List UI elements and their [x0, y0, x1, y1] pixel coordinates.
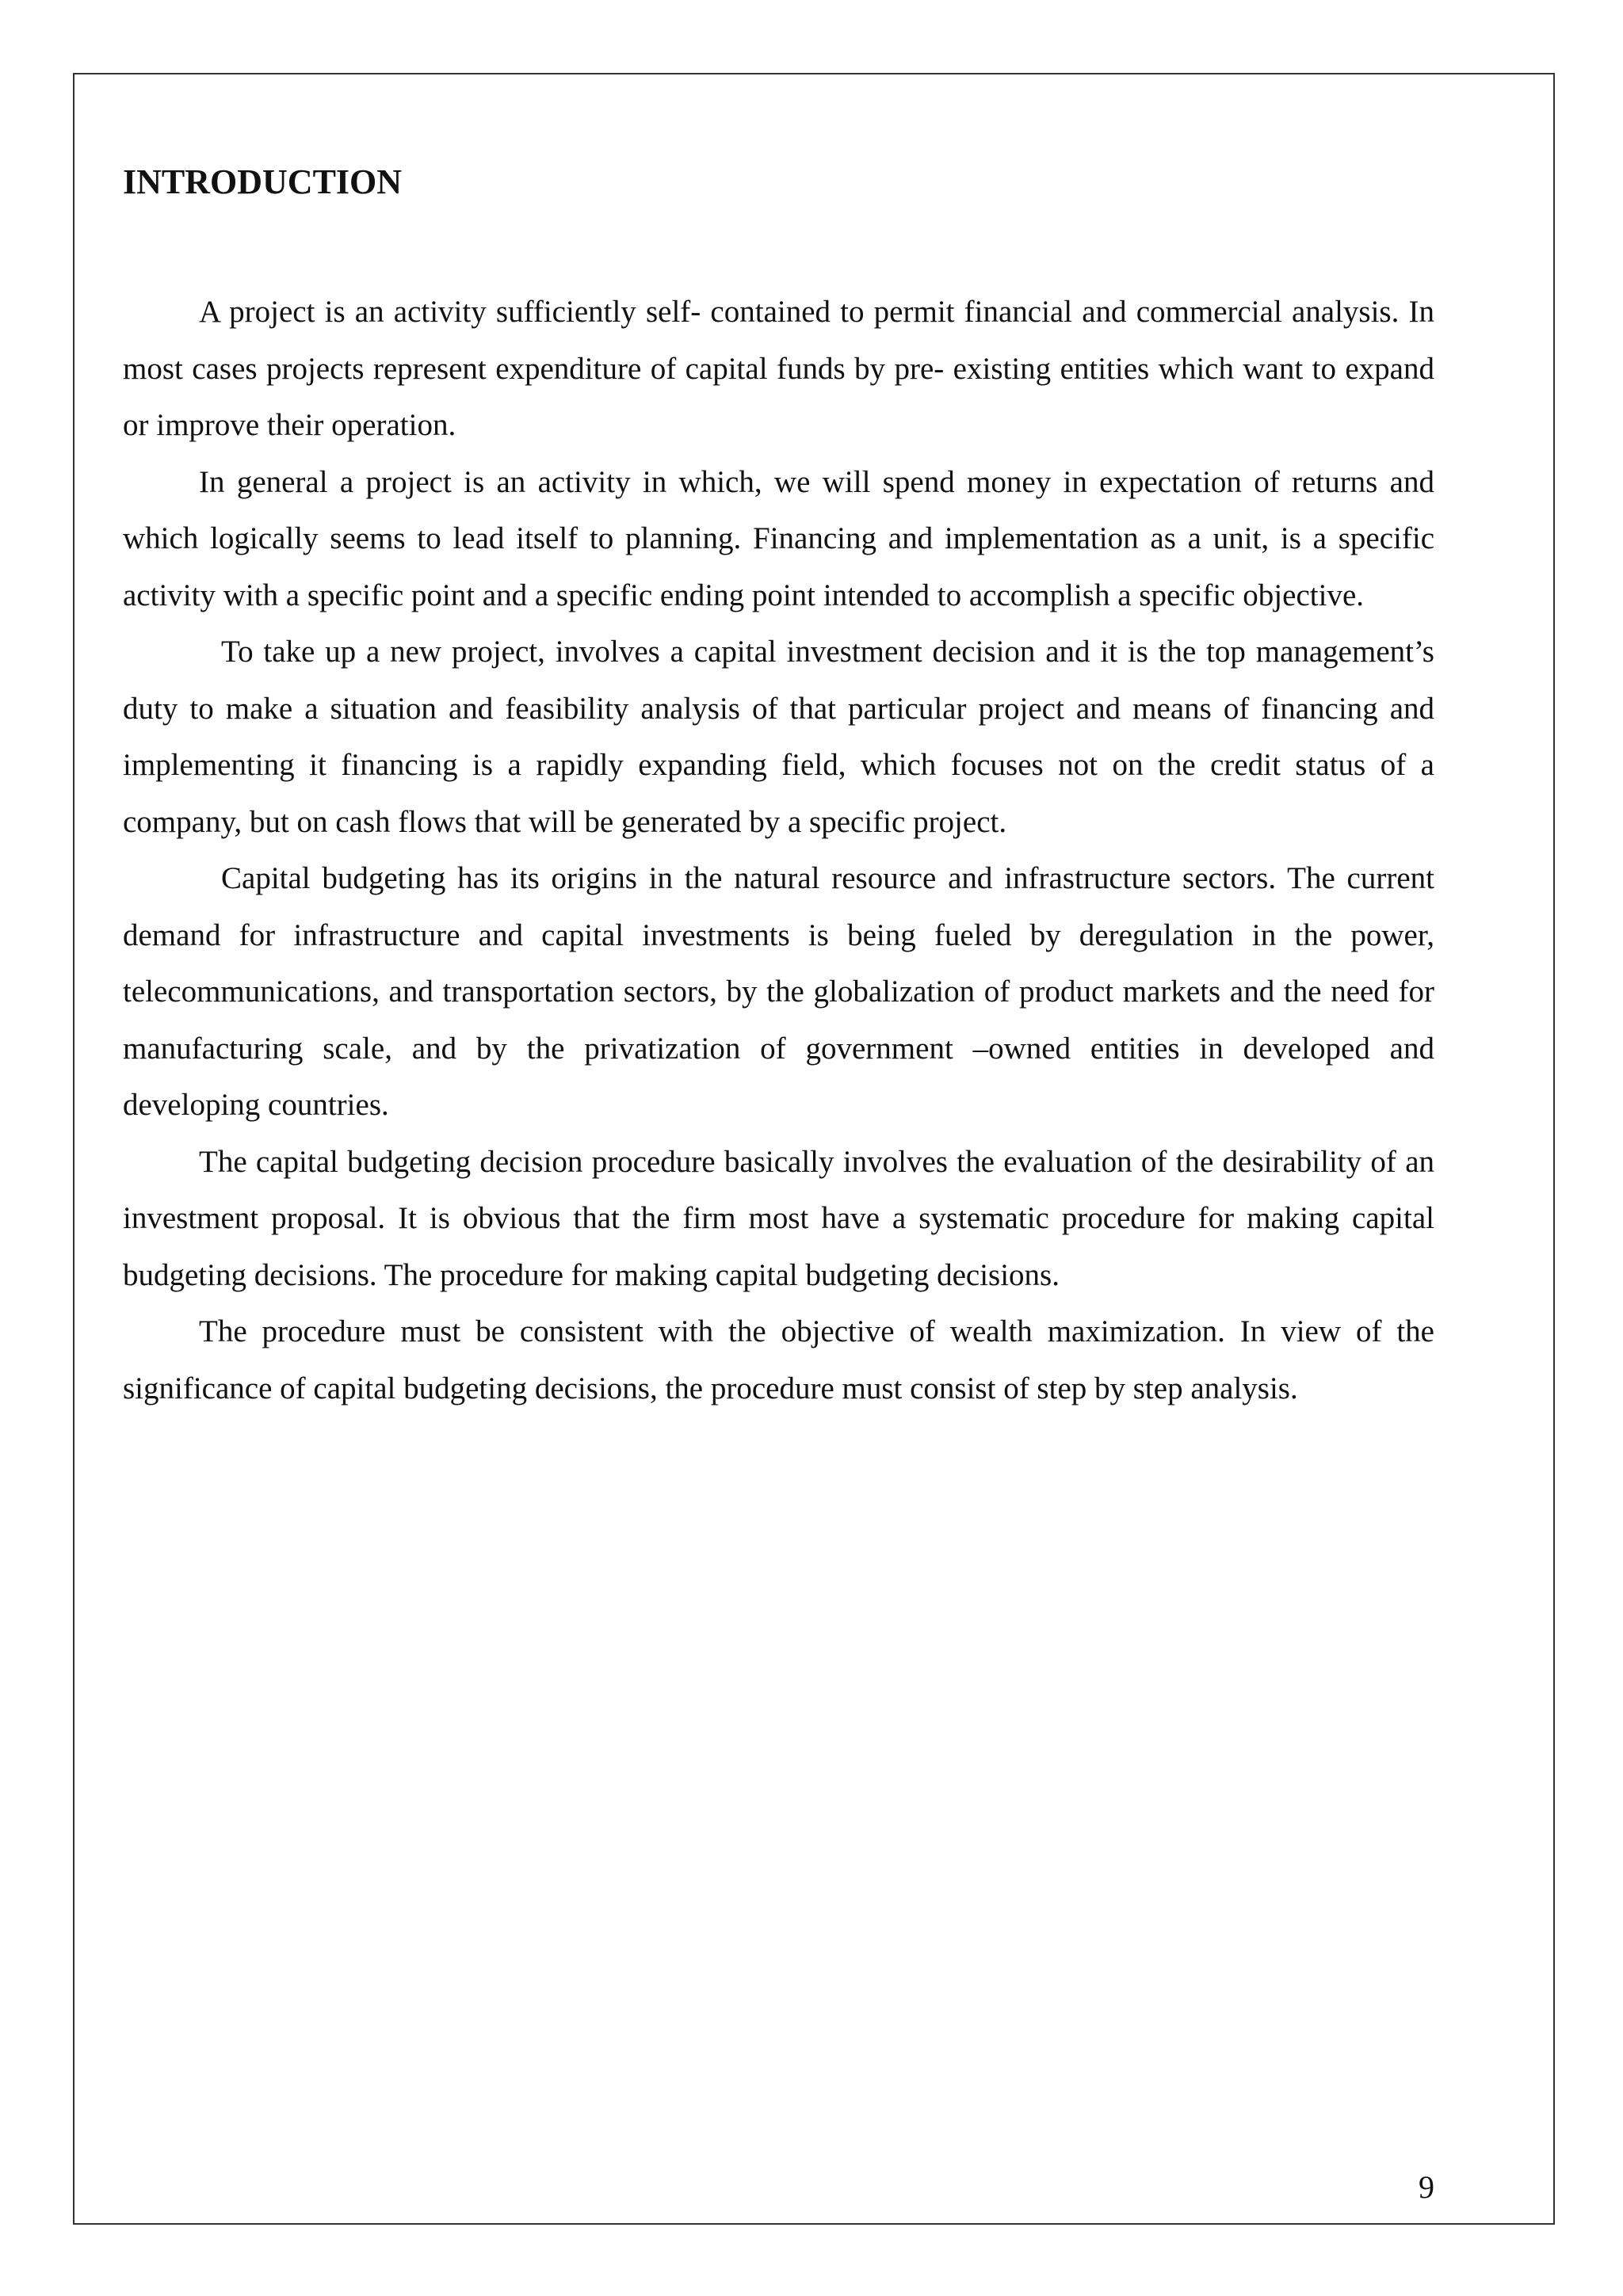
- paragraph-decision-procedure: The capital budgeting decision procedure basically involves the evaluation of the desirability of an investment proposal. It is obvious that the firm most have a systematic procedure for making capital budgeting decisions. The procedure for making capital budgeting decisions.: [123, 1144, 1434, 1292]
- paragraph-new-project: To take up a new project, involves a capital investment decision and it is the top management’s duty to make a situation and feasibility analysis of that particular project and means of financing and implementing it financing is a rapidly expanding field, which focuses not on the credit status of a company, but on cash flows that will be generated by a specific project.: [123, 635, 1434, 839]
- paragraph-wealth-maximization: The procedure must be consistent with the objective of wealth maximization. In view of the significance of capital budgeting decisions, the procedure must consist of step by step analysis.: [123, 1314, 1434, 1405]
- paragraph-capital-budgeting-origins: Capital budgeting has its origins in the natural resource and infrastructure sectors. The current demand for infrastructure and capital investments is being fueled by deregulation in the power, telecommunications, and transportation sectors, by the globalization of product markets and the need for manufacturing scale, and by the privatization of government –owned entities in developed and developing countries.: [123, 861, 1434, 1122]
- section-heading: INTRODUCTION: [123, 162, 403, 201]
- paragraph-project-general: In general a project is an activity in which, we will spend money in expectation of returns and which logically seems to lead itself to planning. Financing and implementation as a unit, is a specific activity with a specific point and a specific ending point intended to accomplish a specific objective.: [123, 464, 1434, 612]
- body-text: [123, 284, 1434, 1417]
- page-number: 9: [1419, 2169, 1434, 2205]
- paragraph-project-definition: A project is an activity sufficiently self- contained to permit financial and commercial analysis. In most cases projects represent expenditure of capital funds by pre- existing entities which want to expand or improve their operation.: [123, 295, 1434, 442]
